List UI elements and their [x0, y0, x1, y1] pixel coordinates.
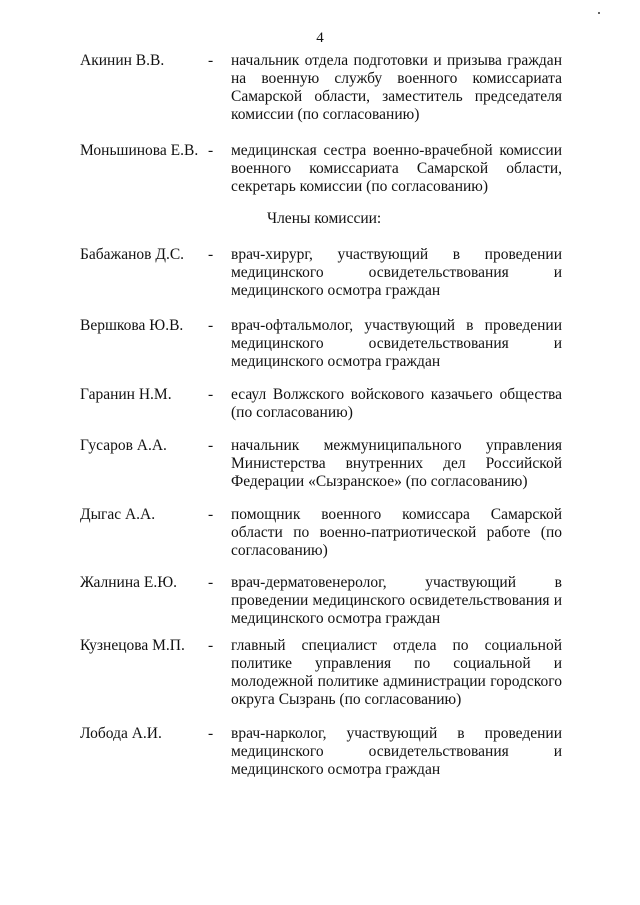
position-description: начальник межмуниципального управления Министерства внутренних дел Российской Федерации «Сызранское» (по согласованию) [231, 437, 562, 490]
scan-speck [598, 12, 600, 14]
dash-separator: - [208, 506, 214, 523]
position-description: помощник военного комиссара Самарской области по военно-патриотической работе (по согласованию) [231, 506, 562, 559]
position-description: врач-дерматовенеролог, участвующий в проведении медицинского освидетельствования и медицинского осмотра граждан [231, 574, 562, 627]
dash-separator: - [208, 437, 214, 454]
person-name: Кузнецова М.П. [80, 637, 185, 654]
person-name: Бабажанов Д.С. [80, 246, 185, 263]
dash-separator: - [208, 637, 214, 654]
dash-separator: - [208, 246, 214, 263]
person-name: Моньшинова Е.В. [80, 142, 199, 159]
person-name: Лобода А.И. [80, 725, 162, 742]
dash-separator: - [208, 52, 214, 69]
person-name: Дыгас А.А. [80, 506, 156, 523]
position-description: медицинская сестра военно-врачебной комиссии военного комиссариата Самарской области, секретарь комиссии (по согласованию) [231, 142, 562, 195]
members-heading: Члены комиссии: [267, 210, 382, 227]
dash-separator: - [208, 386, 214, 403]
dash-separator: - [208, 725, 214, 742]
person-name: Акинин В.В. [80, 52, 165, 69]
person-name: Гусаров А.А. [80, 437, 167, 454]
person-name: Гаранин Н.М. [80, 386, 172, 403]
person-name: Вершкова Ю.В. [80, 317, 184, 334]
person-name: Жалнина Е.Ю. [80, 574, 178, 591]
position-description: главный специалист отдела по социальной политике управления по социальной и молодежной политике администрации городского округа Сызрань (по согласованию) [231, 637, 562, 708]
position-description: врач-хирург, участвующий в проведении медицинского освидетельствования и медицинского осмотра граждан [231, 246, 562, 299]
position-description: начальник отдела подготовки и призыва граждан на военную службу военного комиссариата Самарской области, заместитель председателя комиссии (по согласованию) [231, 52, 562, 123]
position-description: врач-нарколог, участвующий в проведении медицинского освидетельствования и медицинского осмотра граждан [231, 725, 562, 778]
dash-separator: - [208, 142, 214, 159]
position-description: есаул Волжского войскового казачьего общества (по согласованию) [231, 386, 562, 421]
page-number: 4 [316, 30, 324, 46]
position-description: врач-офтальмолог, участвующий в проведении медицинского освидетельствования и медицинского осмотра граждан [231, 317, 562, 370]
dash-separator: - [208, 317, 214, 334]
dash-separator: - [208, 574, 214, 591]
